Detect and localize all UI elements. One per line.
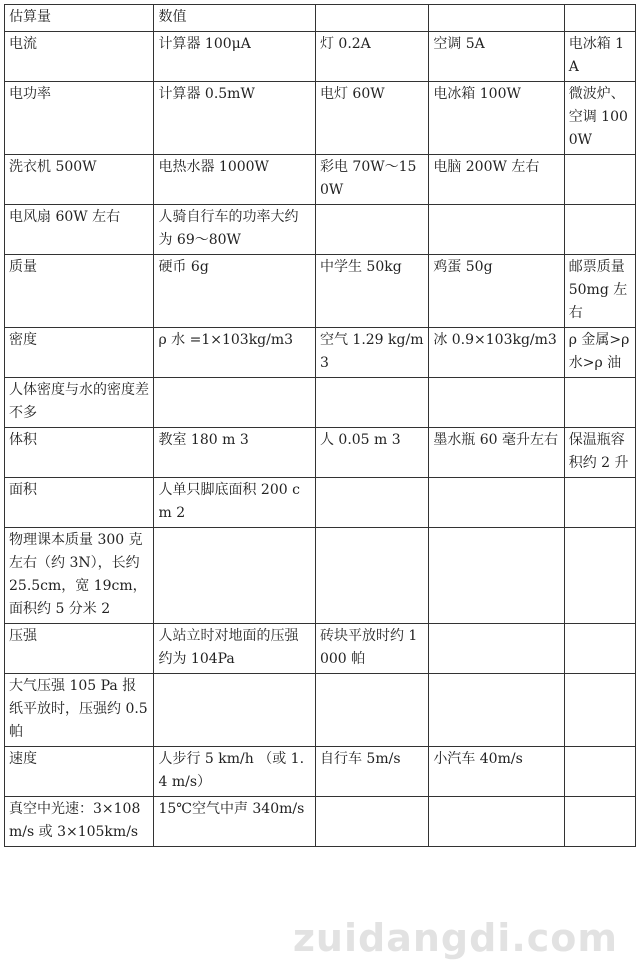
table-row [5,155,636,205]
table-cell: 电冰箱 1A [564,32,635,82]
table-cell [429,528,564,624]
table-cell: 电流 [5,32,154,82]
table-row [5,205,636,255]
table-cell [429,205,564,255]
table-header-row [5,5,636,32]
header-cell [315,5,428,32]
table-cell: ρ 水 =1×103kg/m3 [154,328,316,378]
table-row [5,528,636,624]
table-cell: 物理课本质量 300 克左右（约 3N），长约 25.5cm，宽 19cm，面积约 5 分米 2 [5,528,154,624]
table-cell: 压强 [5,624,154,674]
table-cell: 人骑自行车的功率大约为 69～80W [154,205,316,255]
table-cell: 微波炉、空调 1000W [564,82,635,155]
table-cell: 面积 [5,478,154,528]
table-cell [315,205,428,255]
table-cell: ρ 金属>ρ 水>ρ 油 [564,328,635,378]
estimate-table [4,4,636,847]
table-cell: 鸡蛋 50g [429,255,564,328]
table-cell: 邮票质量 50mg 左右 [564,255,635,328]
table-cell: 电风扇 60W 左右 [5,205,154,255]
table-cell: 电功率 [5,82,154,155]
table-cell: 电脑 200W 左右 [429,155,564,205]
table-cell: 教室 180 m 3 [154,428,316,478]
table-cell: 墨水瓶 60 毫升左右 [429,428,564,478]
header-cell [429,5,564,32]
table-cell: 速度 [5,747,154,797]
table-cell [564,478,635,528]
table-row [5,624,636,674]
table-cell: 电灯 60W [315,82,428,155]
table-row [5,674,636,747]
table-cell [315,528,428,624]
table-cell: 小汽车 40m/s [429,747,564,797]
table-cell: 保温瓶容积约 2 升 [564,428,635,478]
table-cell: 自行车 5m/s [315,747,428,797]
table-cell: 冰 0.9×103kg/m3 [429,328,564,378]
table-row [5,478,636,528]
table-cell: 空调 5A [429,32,564,82]
table-cell: 人站立时对地面的压强约为 104Pa [154,624,316,674]
table-cell: 15℃空气中声 340m/s [154,797,316,847]
table-cell: 计算器 100μA [154,32,316,82]
table-cell [315,674,428,747]
table-cell [315,478,428,528]
header-cell [564,5,635,32]
header-cell-value: 数值 [154,5,316,32]
table-cell [564,378,635,428]
table-cell: 砖块平放时约 1000 帕 [315,624,428,674]
table-cell [154,378,316,428]
watermark: zuidangdi.com [292,916,618,960]
table-cell: 洗衣机 500W [5,155,154,205]
table-cell: 彩电 70W～150W [315,155,428,205]
table-cell: 真空中光速：3×108 m/s 或 3×105km/s [5,797,154,847]
table-cell [429,674,564,747]
table-cell: 灯 0.2A [315,32,428,82]
table-cell: 电冰箱 100W [429,82,564,155]
table-row [5,328,636,378]
table-cell [154,528,316,624]
table-cell [429,797,564,847]
table-cell: 大气压强 105 Pa 报纸平放时，压强约 0.5 帕 [5,674,154,747]
table-cell [564,797,635,847]
table-cell: 人 0.05 m 3 [315,428,428,478]
table-row [5,378,636,428]
table-row [5,747,636,797]
table-row [5,428,636,478]
table-cell [564,674,635,747]
table-cell [429,478,564,528]
table-cell [315,378,428,428]
table-cell [315,797,428,847]
table-cell: 中学生 50kg [315,255,428,328]
table-cell [564,747,635,797]
table-cell [564,205,635,255]
table-cell: 人步行 5 km/h （或 1.4 m/s） [154,747,316,797]
table-cell: 人单只脚底面积 200 cm 2 [154,478,316,528]
table-cell [154,674,316,747]
table-cell: 电热水器 1000W [154,155,316,205]
header-cell-estimate: 估算量 [5,5,154,32]
table-cell: 计算器 0.5mW [154,82,316,155]
table-cell [564,624,635,674]
table-cell [564,528,635,624]
table-cell: 体积 [5,428,154,478]
table-cell: 密度 [5,328,154,378]
table-row [5,32,636,82]
table-body [5,5,636,847]
table-row [5,797,636,847]
table-cell [564,155,635,205]
table-cell: 硬币 6g [154,255,316,328]
table-row [5,255,636,328]
table-row [5,82,636,155]
table-cell: 质量 [5,255,154,328]
table-cell: 人体密度与水的密度差不多 [5,378,154,428]
table-cell [429,624,564,674]
table-cell: 空气 1.29 kg/m3 [315,328,428,378]
table-cell [429,378,564,428]
